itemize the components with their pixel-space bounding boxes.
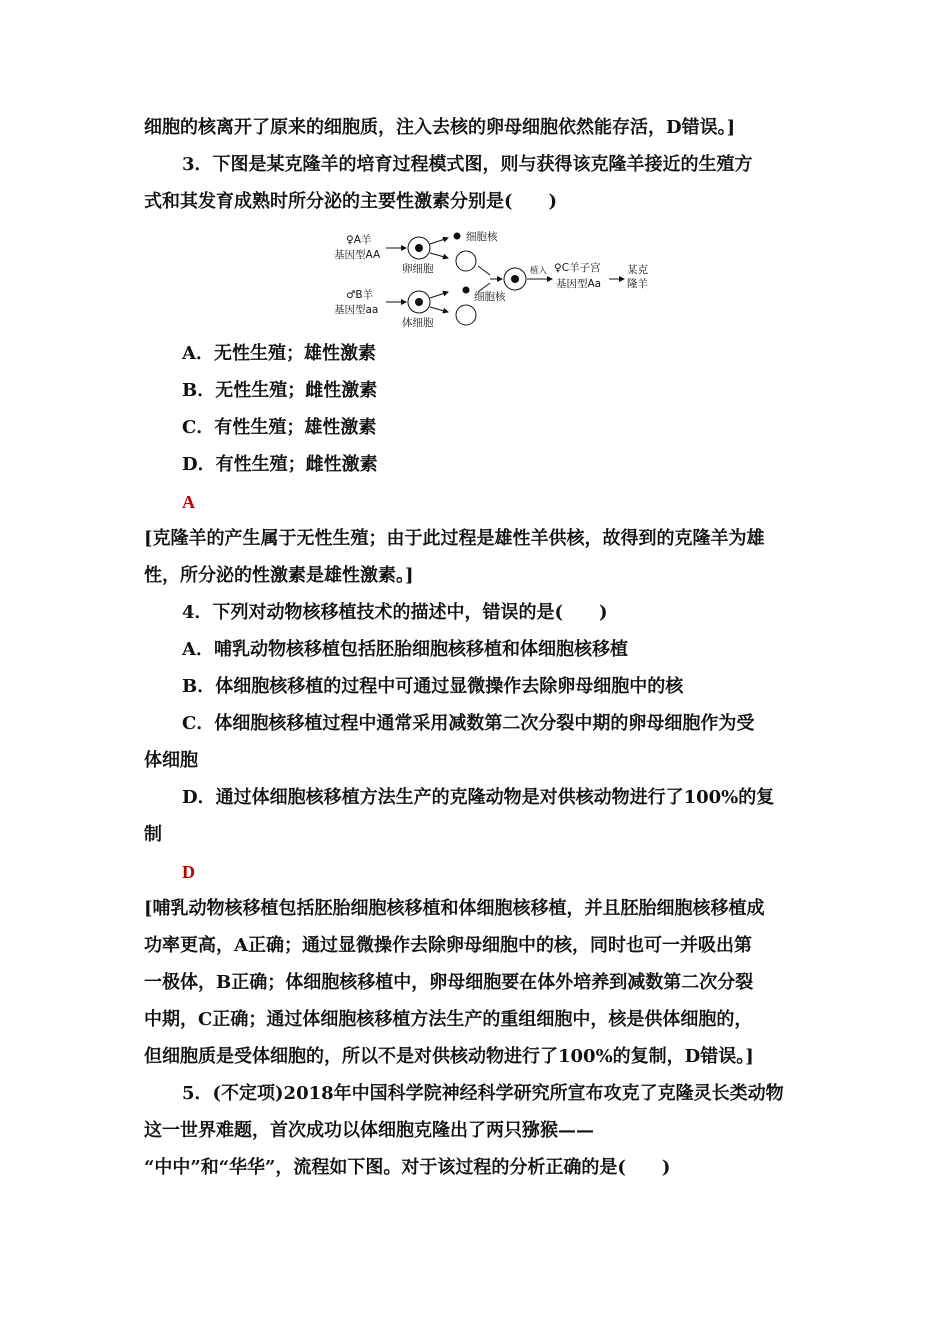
question-4-stem: 4．下列对动物核移植技术的描述中，错误的是( ): [182, 602, 608, 623]
female-c-label: ♀C羊子宫: [554, 262, 601, 274]
explanation-3: [克隆羊的产生属于无性生殖；由于此过程是雄性羊供核，故得到的克隆羊为雄: [144, 528, 765, 549]
implant-label: 植入: [530, 266, 548, 276]
answer-3: A: [182, 492, 195, 512]
option-c: C．体细胞核移植过程中通常采用减数第二次分裂中期的卵母细胞作为受: [182, 713, 755, 734]
oocyte-label: 卵细胞: [402, 263, 434, 275]
explanation-4-cont: 一极体，B正确；体细胞核移植中，卵母细胞要在体外培养到减数第二次分裂: [144, 972, 754, 993]
question-5-stem: 5．(不定项)2018年中国科学院神经科学研究所宣布攻克了克隆灵长类动物: [182, 1083, 784, 1104]
option-b: B．无性生殖；雌性激素: [182, 380, 378, 401]
option-a: A．无性生殖；雄性激素: [182, 343, 376, 364]
option-d-cont: 制: [144, 824, 162, 845]
option-d: D．有性生殖；雌性激素: [182, 454, 378, 475]
nucleus-bottom-label: 细胞核: [474, 291, 506, 303]
somatic-label: 体细胞: [402, 317, 434, 329]
nucleus-top-label: 细胞核: [466, 231, 498, 243]
question-3-stem-cont: 式和其发育成熟时所分泌的主要性激素分别是( ): [144, 191, 558, 212]
female-a-label: ♀A羊: [346, 234, 372, 246]
cloning-diagram: [330, 226, 670, 330]
female-c-genotype: 基因型Aa: [556, 278, 602, 290]
explanation-4: [哺乳动物核移植包括胚胎细胞核移植和体细胞核移植，并且胚胎细胞核移植成: [144, 898, 765, 919]
discarded-cell: [456, 305, 476, 325]
enucleated-oocyte: [456, 251, 476, 271]
question-3-stem: 3．下图是某克隆羊的培育过程模式图，则与获得该克隆羊接近的生殖方: [182, 154, 753, 175]
text-line: 细胞的核离开了原来的细胞质，注入去核的卵母细胞依然能存活，D错误。]: [144, 117, 736, 138]
male-b-label: ♂B羊: [346, 289, 374, 301]
question-5-stem-cont: “中中”和“华华”，流程如下图。对于该过程的分析正确的是( ): [144, 1157, 671, 1178]
explanation-3-cont: 性，所分泌的性激素是雄性激素。]: [144, 565, 414, 586]
explanation-4-cont: 中期，C正确；通过体细胞核移植方法生产的重组细胞中，核是供体细胞的，: [144, 1009, 753, 1030]
option-a: A．哺乳动物核移植包括胚胎细胞核移植和体细胞核移植: [182, 639, 628, 660]
option-c: C．有性生殖；雄性激素: [182, 417, 377, 438]
male-b-genotype: 基因型aa: [334, 304, 379, 316]
female-a-genotype: 基因型AA: [334, 249, 381, 261]
option-c-cont: 体细胞: [144, 750, 198, 771]
option-d: D．通过体细胞核移植方法生产的克隆动物是对供核动物进行了100%的复: [182, 787, 775, 808]
question-5-stem-cont: 这一世界难题，首次成功以体细胞克隆出了两只猕猴——: [144, 1120, 594, 1141]
nucleus-dot: [454, 233, 461, 240]
explanation-4-cont: 但细胞质是受体细胞的，所以不是对供核动物进行了100%的复制，D错误。]: [144, 1046, 754, 1067]
option-b: B．体细胞核移植的过程中可通过显微操作去除卵母细胞中的核: [182, 676, 684, 697]
explanation-4-cont: 功率更高，A正确；通过显微操作去除卵母细胞中的核，同时也可一并吸出第: [144, 935, 752, 956]
clone-label-2: 隆羊: [627, 278, 648, 290]
nucleus-dot: [463, 287, 470, 294]
answer-4: D: [182, 862, 195, 882]
clone-label-1: 某克: [627, 264, 648, 276]
